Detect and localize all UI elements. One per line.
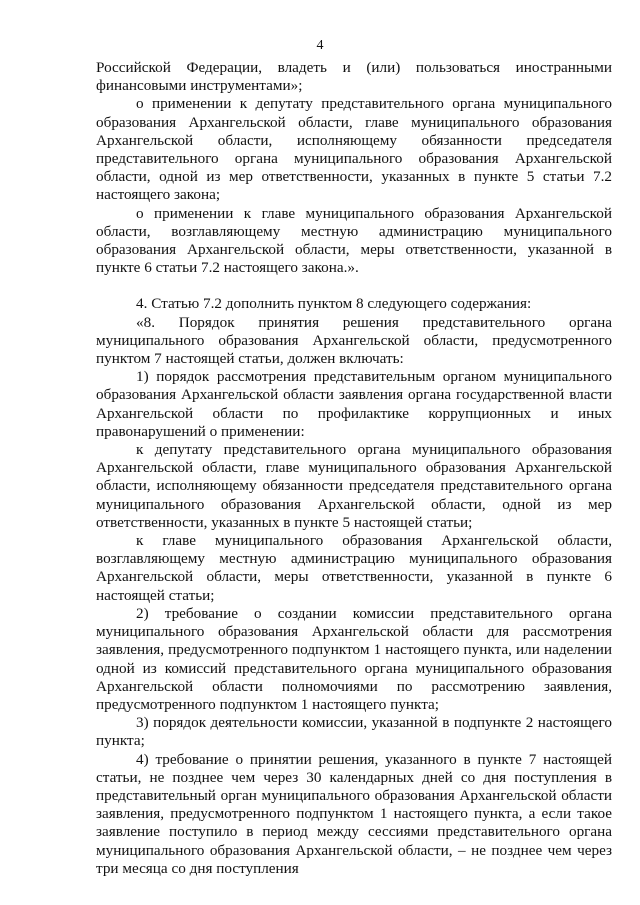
- paragraph-10: 3) порядок деятельности комиссии, указанной в подпункте 2 настоящего пункта;: [96, 714, 612, 750]
- paragraph-3: о применении к главе муниципального образования Архангельской области, возглавляющему местную администрацию муниципального образования Архангельской области, меры ответственности, указанной в пункте 6 статьи 7.2 настоящего закона.».: [96, 204, 612, 277]
- paragraph-9: 2) требование о создании комиссии представительного органа муниципального образования Архангельской области для рассмотрения заявления, предусмотренного подпунктом 1 настоящего пункта, или наделении одной из комиссий представительного органа муниципального образования Архангельской области полномочиями по рассмотрению заявления, предусмотренного подпунктом 1 настоящего пункта;: [96, 604, 612, 713]
- paragraph-5: «8. Порядок принятия решения представительного органа муниципального образования Архангельской области, предусмотренного пунктом 7 настоящей статьи, должен включать:: [96, 313, 612, 368]
- document-body: [96, 59, 612, 878]
- page-number: 4: [316, 38, 324, 53]
- paragraph-4: 4. Статью 7.2 дополнить пунктом 8 следующего содержания:: [136, 295, 532, 313]
- paragraph-1: Российской Федерации, владеть и (или) пользоваться иностранными финансовыми инструментами»;: [96, 59, 612, 95]
- paragraph-6: 1) порядок рассмотрения представительным органом муниципального образования Архангельской области заявления органа государственной власти Архангельской области по профилактике коррупционных и иных правонарушений о применении:: [96, 368, 612, 440]
- paragraph-11: 4) требование о принятии решения, указанного в пункте 7 настоящей статьи, не позднее чем через 30 календарных дней со дня поступления в представительный орган муниципального образования Архангельской области заявления, предусмотренного подпунктом 1 настоящего пункта, а если такое заявление поступило в период между сессиями представительного органа муниципального образования Архангельской области, – не позднее чем через три месяца со дня поступления: [96, 750, 612, 877]
- paragraph-2: о применении к депутату представительного органа муниципального образования Архангельской области, главе муниципального образования Архангельской области, исполняющему обязанности председателя представительного органа муниципального образования Архангельской области, одной из мер ответственности, указанных в пункте 5 статьи 7.2 настоящего закона;: [96, 95, 612, 204]
- paragraph-7: к депутату представительного органа муниципального образования Архангельской области, главе муниципального образования Архангельской области, исполняющему обязанности председателя представительного органа муниципального образования Архангельской области, одной из мер ответственности, указанных в пункте 5 настоящей статьи;: [96, 441, 612, 531]
- paragraph-gap: [96, 277, 612, 295]
- paragraph-8: к главе муниципального образования Архангельской области, возглавляющему местную администрацию муниципального образования Архангельской области, меры ответственности, указанной в пункте 6 настоящей статьи;: [96, 532, 612, 604]
